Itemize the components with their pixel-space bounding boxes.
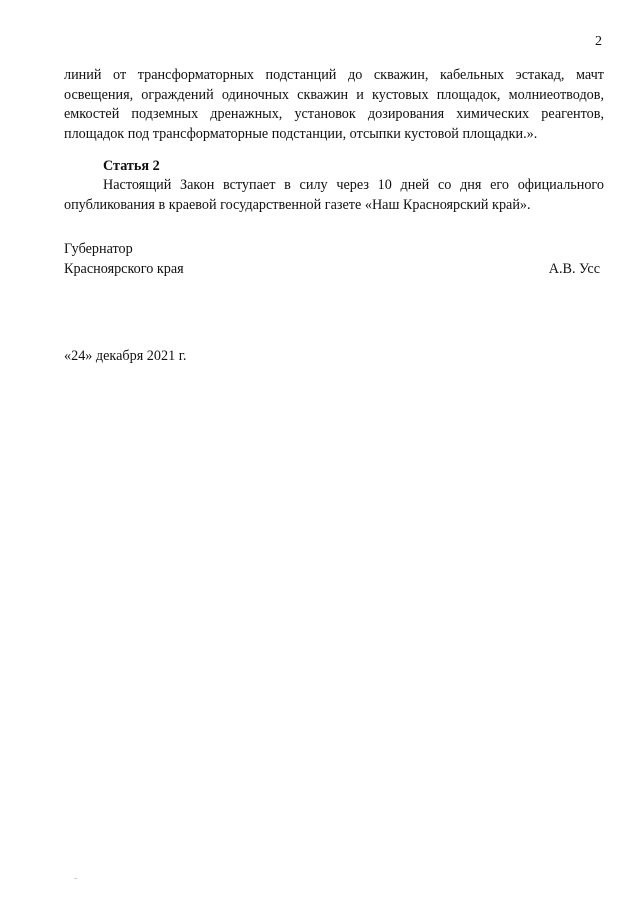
signatory-name: А.В. Усс <box>548 260 600 277</box>
signature-title-line-2: Красноярского края <box>64 260 184 277</box>
signature-line <box>64 260 600 280</box>
document-date: «24» декабря 2021 г. <box>64 348 187 364</box>
page-number: 2 <box>595 34 602 49</box>
article-paragraph: Настоящий Закон вступает в силу через 10 дней со дня его официального опубликования в краевой государственной газете «Наш Красноярский край». <box>64 177 604 213</box>
scan-speck <box>74 878 77 879</box>
signature-title-line-1: Губернатор <box>64 241 133 257</box>
signature-block <box>64 240 600 279</box>
continuation-paragraph: линий от трансформаторных подстанций до скважин, кабельных эстакад, мачт освещения, ограждений одиночных скважин и кустовых площадок, молниеотводов, емкостей подземных дренажных, установок дозирования химических реагентов, площадок под трансформаторные подстанции, отсыпки кустовой площадки.». <box>64 67 604 142</box>
article-heading: Статья 2 <box>103 158 160 174</box>
